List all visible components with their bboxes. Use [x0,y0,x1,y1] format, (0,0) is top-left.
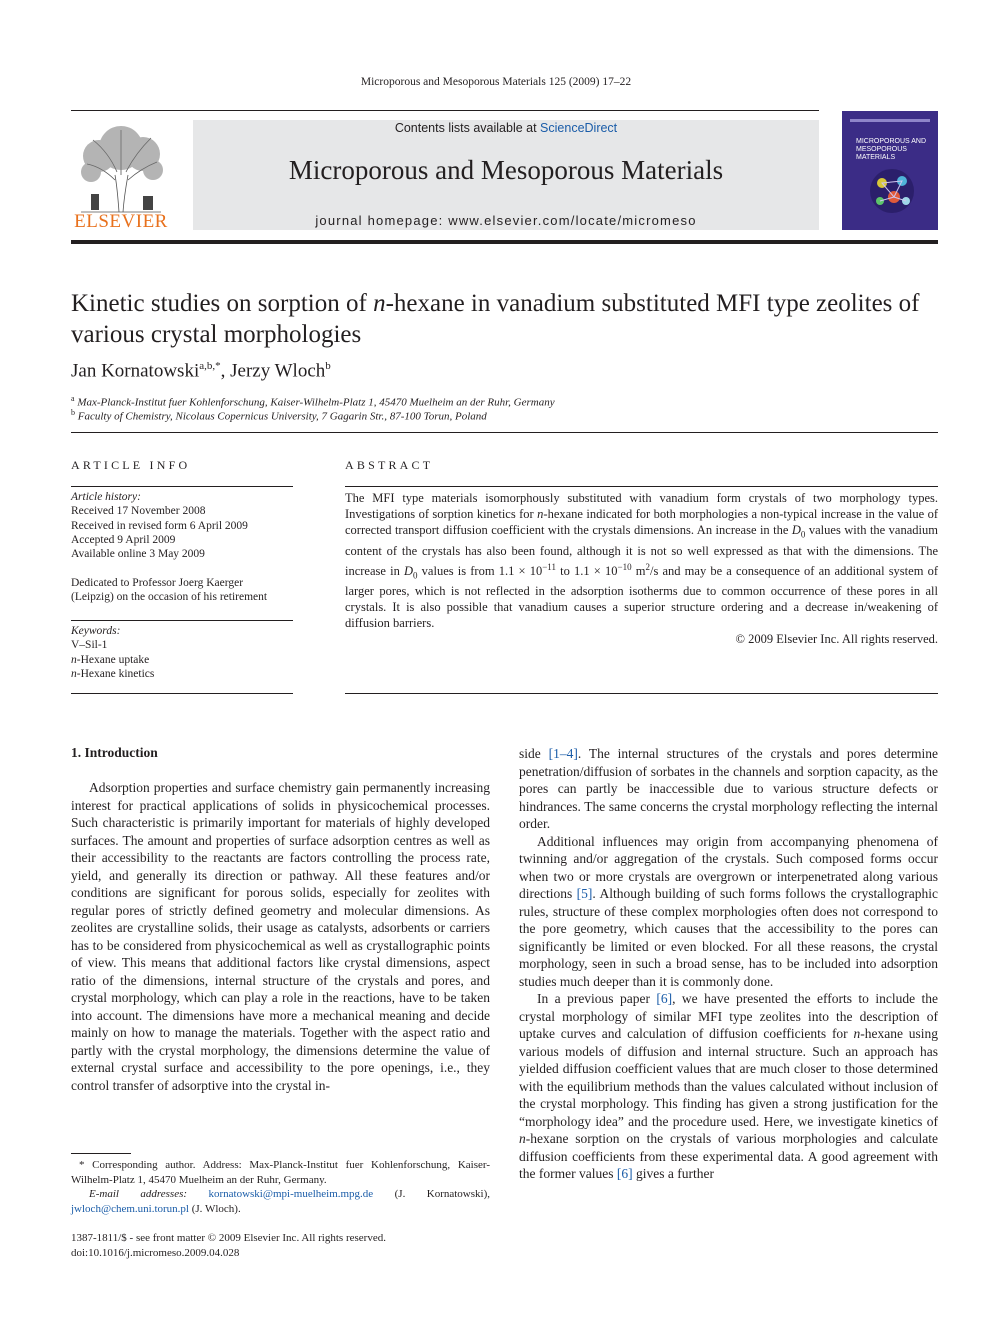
paragraph: In a previous paper [6], we have presented the efforts to include the crystal morphology of similar MFI type zeolites into the description of uptake curves and calculation of diffusion coefficients for n-hexane using various models of diffusion and internal structure. Such an approach has yielded diffusion coefficient values that are much closer to those determined with the equilibrium methods than the values calculated without inclusion of the crystal morphology. This finding has given a strong justification for the “morphology idea” and the procedure used. Here, we investigate kinetics of n-hexane sorption on the crystals of various morphologies and calculate diffusion coefficients from these experimental data. A good agreement with the former values [6] gives a further [519,991,939,1181]
publication-info [71,1231,490,1260]
article-title: Kinetic studies on sorption of n-hexane in vanadium substituted MFI type zeolites of various crystal morphologies [71,290,920,348]
cover-molecule-image [864,163,920,219]
header-rule [71,110,819,111]
author-name: Jan Kornatowski [71,360,200,382]
corresponding-author-note: * Corresponding author. Address: Max-Planck-Institut fuer Kohlenforschung, Kaiser-Wilhelm-Platz 1, 45470 Muelheim an der Ruhr, Germany. [71,1159,490,1186]
email-link[interactable]: jwloch@chem.uni.torun.pl [71,1202,189,1215]
abstract-text: The MFI type materials isomorphously substituted with vanadium form crystals of two morphology types. Investigations of sorption kinetics for n-hexane indicated for both morphologies a non-typical increase in the value of corrected transport diffusion coefficient with the crystals dimensions. An increase in the $D_0$ values with the vanadium content of the crystals has also been found, although it is not so well expressed as that with the dimensions. The increase in $D_0$ values is from $1.1 \times 10^{-11}$ to $1.1 \times 10^{-10}$ $m^2/s$ and may be a consequence of an additional system of larger pores, which is not reflected in the adsorption isotherms due to common occurrence of these pores in all crystals. It is also possible that vanadium causes a superior structure ordering and a decrease in/weakening of diffusion barriers. © 2009 Elsevier Inc. All rights reserved. [345,491,938,647]
paragraph: side [1–4]. The internal structures of the crystals and pores determine penetration/diffusion of sorbates in the channels and sorption capacity, as the pores can partly be inaccessible due to various structure defects or hindrances. The same concerns the crystal morphology reflecting the internal order. [519,746,938,831]
email-note: E-mail addresses: kornatowski@mpi-muelheim.mpg.de (J. Kornatowski), jwloch@chem.uni.torun.pl (J. Wloch). [71,1188,490,1215]
citation-link[interactable]: [1–4] [548,746,578,761]
header-thick-rule [71,240,938,244]
author-affiliation-marks: b [325,360,331,372]
author-name: Jerzy Wloch [230,360,326,382]
journal-cover-thumbnail [842,111,938,230]
issn-line: 1387-1811/$ - see front matter © 2009 Elsevier Inc. All rights reserved. [71,1232,386,1244]
affiliation-rule [71,432,938,433]
citation-link[interactable]: [5] [576,886,593,901]
abstract-bottom-rule [345,693,938,694]
keyword: V–Sil-1 [71,639,108,652]
citation-link[interactable]: [6] [616,1166,633,1181]
corresponding-author-mark[interactable]: * [215,360,221,372]
citation-link[interactable]: [6] [656,991,673,1006]
keywords-rule [71,620,293,621]
cover-title: MICROPOROUS AND MESOPOROUS MATERIALS [856,138,927,161]
sciencedirect-link[interactable]: ScienceDirect [540,121,618,135]
body-left-column [71,779,490,1094]
abstract-rule [345,486,938,487]
doi-line[interactable]: doi:10.1016/j.micromeso.2009.04.028 [71,1246,240,1259]
journal-homepage[interactable]: journal homepage: www.elsevier.com/locate/micromeso [315,213,697,228]
dedication: Dedicated to Professor Joerg Kaerger (Leipzig) on the occasion of his retirement [71,577,268,604]
paragraph: Additional influences may origin from accompanying phenomena of twinning and/or aggregation of the crystals. Such composed forms occur when two or more crystals are overgrown or interpenetrated along various directions [5]. Although building of such forms follows the crystallographic rules, structure of these complex morphologies often does not correspond to the pore geometry, which causes that the accessibility to the pores can significantly be limited or even blocked. For all these reasons, the crystal morphology, seen in such a broad sense, has to be included into adsorption studies much deeper than it is commonly done. [519,833,938,989]
author-list: Jan Kornatowski$^{a,b,*}$, Jerzy Wloch$^b$ [71,360,331,382]
article-info-rule [71,486,293,487]
email-link[interactable]: kornatowski@mpi-muelheim.mpg.de [208,1188,374,1200]
paragraph: Adsorption properties and surface chemistry gain permanently increasing interest for practical applications of solids in physicochemical processes. Such characteristic is primarily important for materials of highly developed surfaces. The amount and properties of surface adsorption centres as well as their accessibility to the reactants are factors controlling the process rate, yield, and generally its direction or pathway. All these features and/or conditions are significant for porous solids, especially for zeolites with regular pores of strictly defined geometry and molecular dimensions. As zeolites are crystalline solids, their usage as catalysts, adsorbents or carriers has to be considered from physicochemical as well as crystallographic points of view. This means that additional factors like crystal dimensions, aspect ratio of the dimensions, internal structure of the crystals and pores, and crystal morphology, which can play a role in the reactions, have to be taken into account. The dimensions have more a mechanical meaning and decide mainly on how to manage the materials. Together with the aspect ratio and partly with the crystal morphology, the dimensions determine the value of external crystal surface and accessibility to the pore openings, i.e., they control transfer of adsorptive into the crystal in- [71,780,490,1093]
article-info-heading: ARTICLE INFO [71,458,191,472]
author-affiliation-marks: a,b,* [199,360,221,372]
keyword: n-Hexane kinetics [71,667,155,680]
body-right-column [519,745,938,1183]
journal-title: Microporous and Mesoporous Materials [288,155,724,185]
contents-line: Contents lists available at ScienceDirect [394,121,618,135]
elsevier-wordmark: ELSEVIER [74,211,168,232]
journal-reference: Microporous and Mesoporous Materials 125 (2009) 17–22 [360,76,632,88]
article-history: Article history: Received 17 November 2008 Received in revised form 6 April 2009 Accepted 9 April 2009 Available online 3 May 2009 [71,491,248,561]
footnotes [71,1158,490,1216]
keyword: n-Hexane uptake [71,653,150,666]
abstract-copyright: © 2009 Elsevier Inc. All rights reserved. [735,632,938,647]
section-heading-introduction: 1. Introduction [71,745,158,760]
article-info-bottom-rule [71,693,293,694]
abstract-heading: ABSTRACT [345,458,434,472]
keywords: Keywords: V–Sil-1 n-Hexane uptake n-Hexane kinetics [71,624,293,681]
affiliation-a: $^a$ Max-Planck-Institut fuer Kohlenforschung, Kaiser-Wilhelm-Platz 1, 45470 Muelheim an der Ruhr, Germany [71,394,555,409]
affiliation-b: $^b$ Faculty of Chemistry, Nicolaus Copernicus University, 7 Gagarin Str., 87-100 Torun, Poland [71,408,487,423]
cover-stripe [850,119,930,122]
footnote-rule [71,1153,131,1154]
